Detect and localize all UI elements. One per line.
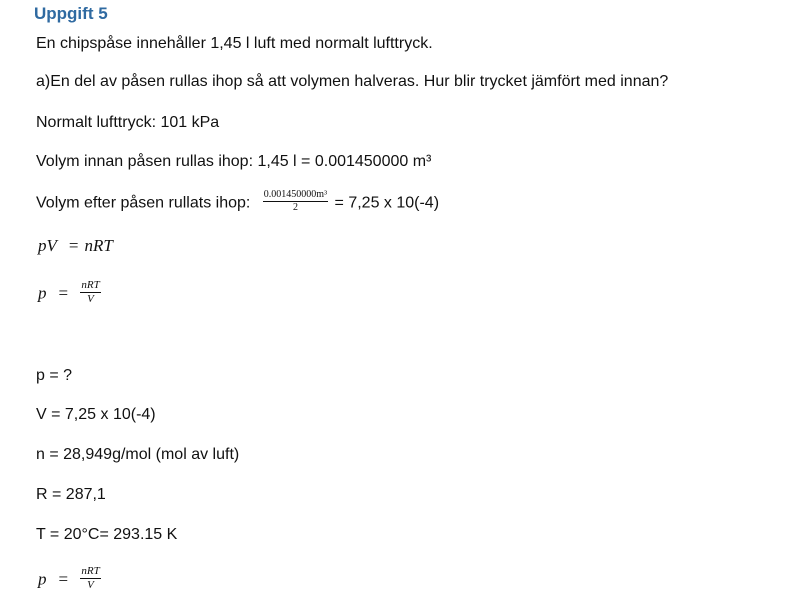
gas-law-equation xyxy=(38,236,113,256)
gas-law-left: pV xyxy=(38,236,57,255)
normal-pressure-text: Normalt lufttryck: 101 kPa xyxy=(36,114,220,131)
formula-2-fraction xyxy=(80,566,100,591)
gas-law-right: nRT xyxy=(84,236,113,255)
value-t: T = 20°C= 293.15 K xyxy=(36,526,178,543)
formula-2-lhs: p xyxy=(38,569,47,589)
intro-text: En chipspåse innehåller 1,45 l luft med normalt lufttryck. xyxy=(36,35,433,52)
volume-after-line xyxy=(36,189,440,215)
question-text: a)En del av påsen rullas ihop så att volymen halveras. Hur blir trycket jämfört med innan? xyxy=(36,73,669,90)
value-v: V = 7,25 x 10(-4) xyxy=(36,406,156,423)
formula-2-numerator: nRT xyxy=(81,565,100,577)
value-p: p = ? xyxy=(36,367,73,384)
volume-after-result: = 7,25 x 10(-4) xyxy=(334,194,440,212)
formula-1-lhs: p xyxy=(38,283,47,303)
gas-law-equals: = xyxy=(68,236,79,255)
volume-after-numerator: 0.001450000m³ xyxy=(263,189,328,200)
formula-1-denominator: V xyxy=(87,293,94,305)
formula-1-equals: = xyxy=(58,283,69,303)
volume-after-denominator: 2 xyxy=(292,202,298,213)
value-n: n = 28,949g/mol (mol av luft) xyxy=(36,446,240,463)
volume-after-fraction xyxy=(263,190,328,213)
formula-1-fraction xyxy=(80,280,100,305)
task-title: Uppgift 5 xyxy=(34,4,108,23)
pressure-formula-1 xyxy=(38,279,103,307)
formula-2-equals: = xyxy=(58,569,69,589)
volume-before-text: Volym innan påsen rullas ihop: 1,45 l = 0.001450000 m³ xyxy=(36,153,432,170)
value-r: R = 287,1 xyxy=(36,486,106,503)
formula-2-denominator: V xyxy=(87,579,94,591)
formula-1-numerator: nRT xyxy=(81,279,100,291)
volume-after-label: Volym efter påsen rullats ihop: xyxy=(36,194,251,212)
pressure-formula-2 xyxy=(38,565,103,593)
